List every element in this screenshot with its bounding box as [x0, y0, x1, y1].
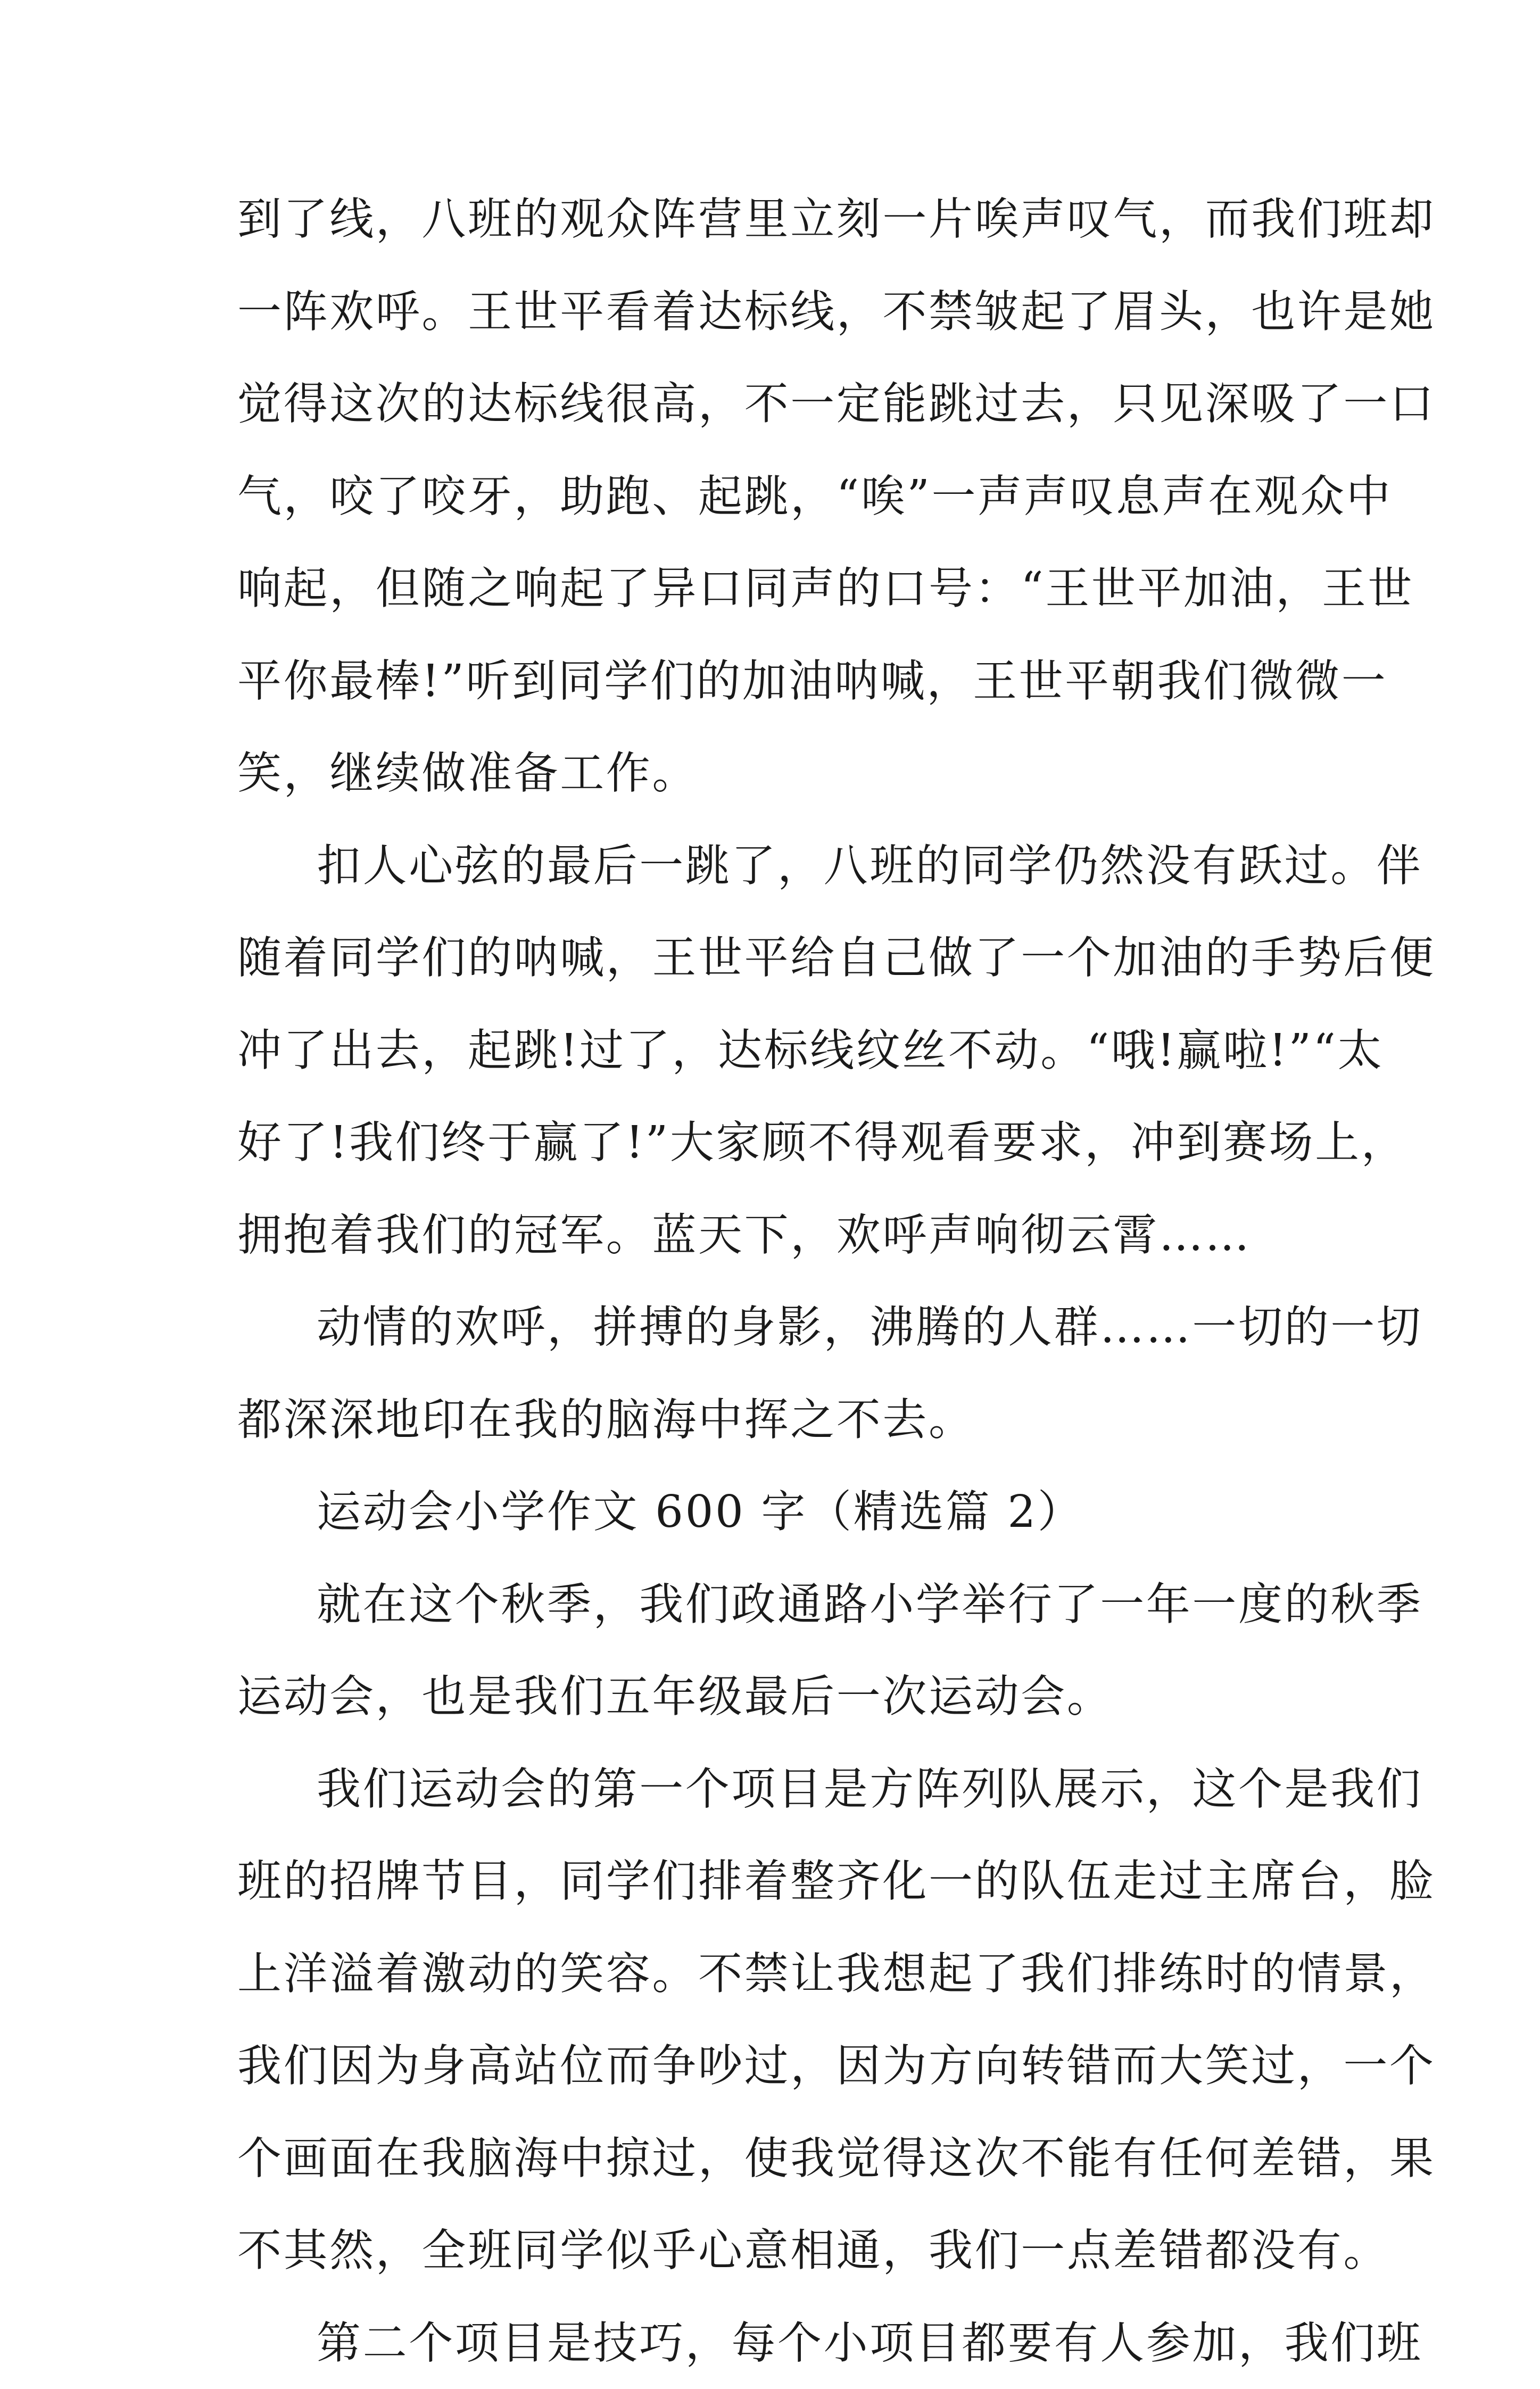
text-line: 运动会，也是我们五年级最后一次运动会。	[237, 1650, 1304, 1743]
text-line: 到了线，八班的观众阵营里立刻一片唉声叹气，而我们班却	[237, 173, 1304, 266]
paragraph-first-line: 我们运动会的第一个项目是方阵列队展示，这个是我们	[237, 1743, 1304, 1836]
text-line: 好了!我们终于赢了!”大家顾不得观看要求，冲到赛场上，	[237, 1096, 1304, 1189]
text-line: 觉得这次的达标线很高，不一定能跳过去，只见深吸了一口	[237, 358, 1304, 450]
text-line: 冲了出去，起跳!过了，达标线纹丝不动。“哦!赢啦!”“太	[237, 1004, 1304, 1097]
section-heading: 运动会小学作文 600 字（精选篇 2）	[237, 1466, 1304, 1558]
text-line: 响起，但随之响起了异口同声的口号：“王世平加油，王世	[237, 542, 1304, 635]
text-line: 平你最棒!”听到同学们的加油呐喊，王世平朝我们微微一	[237, 635, 1304, 728]
text-line: 我们因为身高站位而争吵过，因为方向转错而大笑过，一个	[237, 2020, 1304, 2112]
text-line: 班的招牌节目，同学们排着整齐化一的队伍走过主席台，脸	[237, 1835, 1304, 1928]
text-line: 个画面在我脑海中掠过，使我觉得这次不能有任何差错，果	[237, 2112, 1304, 2205]
text-line: 气，咬了咬牙，助跑、起跳，“唉”一声声叹息声在观众中	[237, 450, 1304, 543]
text-line: 笑，继续做准备工作。	[237, 727, 1304, 820]
paragraph-first-line: 就在这个秋季，我们政通路小学举行了一年一度的秋季	[237, 1558, 1304, 1651]
paragraph-first-line: 第二个项目是技巧，每个小项目都要有人参加，我们班	[237, 2297, 1304, 2389]
paragraph-first-line: 动情的欢呼，拼搏的身影，沸腾的人群……一切的一切	[237, 1281, 1304, 1374]
essay-body	[237, 173, 1304, 2389]
text-line: 一阵欢呼。王世平看着达标线，不禁皱起了眉头，也许是她	[237, 266, 1304, 358]
text-line: 都深深地印在我的脑海中挥之不去。	[237, 1374, 1304, 1466]
text-line: 随着同学们的呐喊，王世平给自己做了一个加油的手势后便	[237, 912, 1304, 1004]
text-line: 上洋溢着激动的笑容。不禁让我想起了我们排练时的情景，	[237, 1928, 1304, 2020]
text-line: 不其然，全班同学似乎心意相通，我们一点差错都没有。	[237, 2204, 1304, 2297]
paragraph-first-line: 扣人心弦的最后一跳了，八班的同学仍然没有跃过。伴	[237, 820, 1304, 912]
text-line: 拥抱着我们的冠军。蓝天下，欢呼声响彻云霄……	[237, 1189, 1304, 1282]
